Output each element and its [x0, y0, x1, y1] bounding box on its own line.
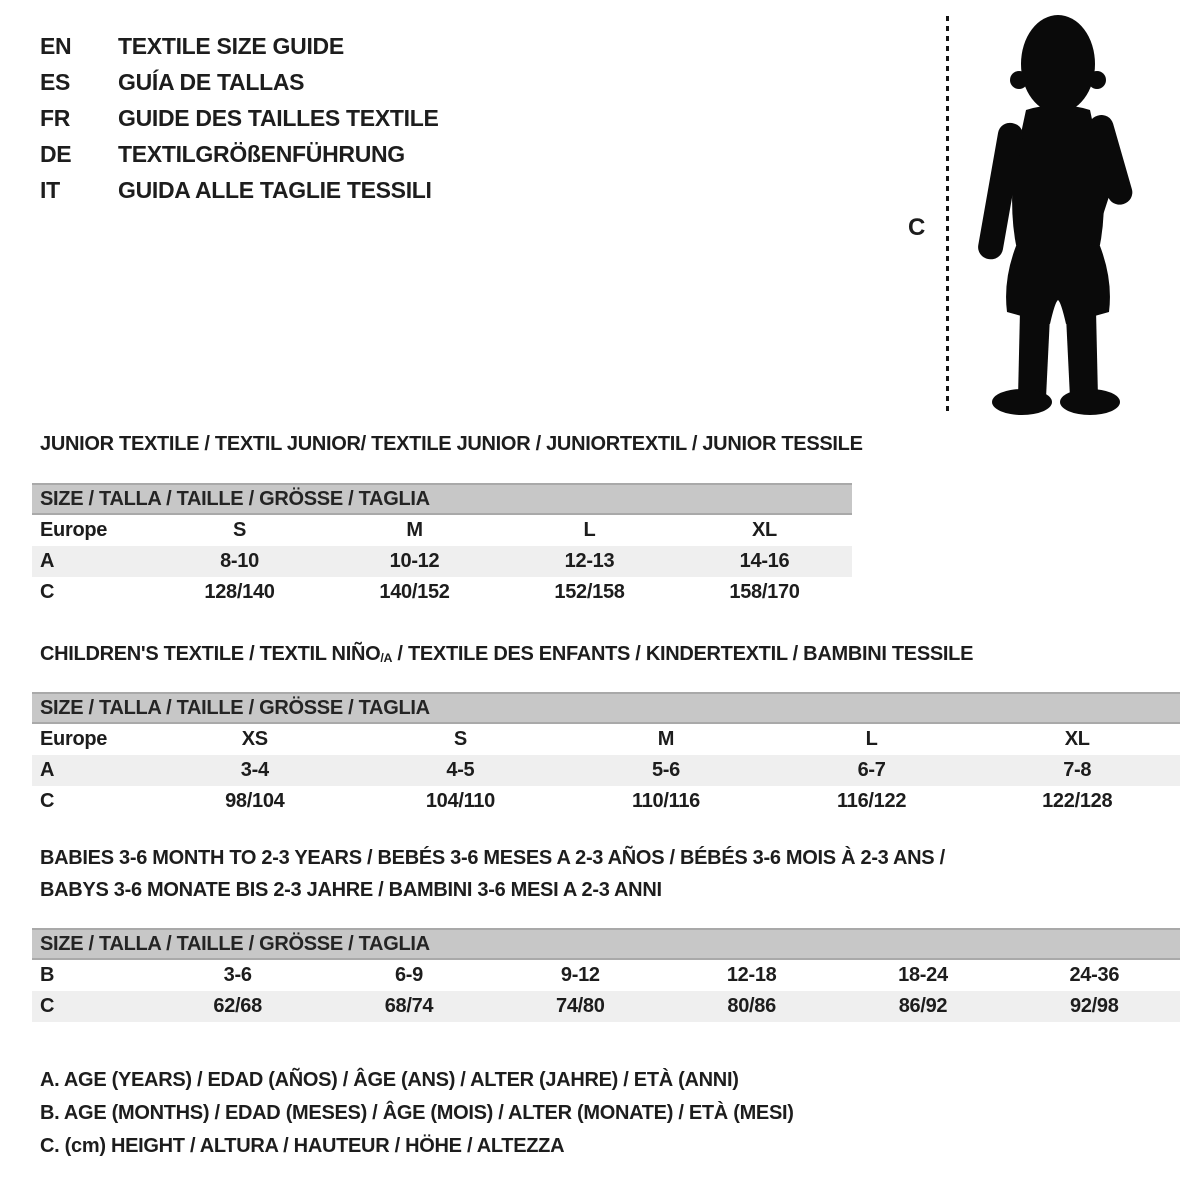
language-code: EN — [40, 33, 72, 59]
language-row-es — [40, 64, 439, 100]
language-code: DE — [40, 141, 72, 167]
table-row-age — [32, 755, 1180, 786]
children-section-title — [40, 642, 973, 668]
row-label-cell: B — [40, 964, 55, 986]
height-cell: 116/122 — [837, 790, 907, 812]
age-cell: 12-13 — [564, 550, 615, 572]
height-measure-label-c: C — [908, 214, 926, 241]
size-cell: M — [406, 519, 423, 541]
height-cell: 86/92 — [898, 995, 948, 1017]
row-label-cell: Europe — [40, 519, 108, 541]
table-row-europe — [32, 724, 1180, 755]
babies-section-title — [40, 842, 945, 906]
babies-title-line1: BABIES 3-6 MONTH TO 2-3 YEARS / BEBÉS 3-6 MESES A 2-3 AÑOS / BÉBÉS 3-6 MOIS À 2-3 ANS / — [40, 847, 945, 869]
size-cell: XL — [1064, 728, 1090, 750]
height-cell: 80/86 — [727, 995, 776, 1017]
baby-silhouette-icon — [962, 8, 1146, 422]
guide-title-fr: GUIDE DES TAILLES TEXTILE — [118, 105, 439, 131]
height-cell: 110/116 — [631, 790, 700, 812]
age-cell: 6-7 — [857, 759, 886, 781]
height-cell: 98/104 — [225, 790, 285, 812]
language-code: IT — [40, 177, 60, 203]
size-cell: S — [232, 519, 247, 541]
language-code: ES — [40, 69, 71, 95]
children-title-sub: /A — [380, 651, 393, 665]
row-label-cell: C — [40, 581, 55, 603]
guide-title-it: GUIDA ALLE TAGLIE TESSILI — [118, 177, 432, 203]
size-cell: XS — [241, 728, 268, 750]
age-cell: 5-6 — [651, 759, 680, 781]
height-cell: 74/80 — [556, 995, 605, 1017]
age-cell: 6-9 — [394, 964, 423, 986]
language-row-en — [40, 28, 439, 64]
guide-title-de: TEXTILGRÖßENFÜHRUNG — [118, 141, 405, 167]
table-row-height — [32, 786, 1180, 817]
legend-line-b: B. AGE (MONTHS) / EDAD (MESES) / ÂGE (MOIS) / ALTER (MONATE) / ETÀ (MESI) — [40, 1102, 794, 1124]
age-cell: 3-4 — [240, 759, 269, 781]
size-cell: L — [583, 519, 596, 541]
guide-title-es: GUÍA DE TALLAS — [118, 69, 305, 95]
age-cell: 18-24 — [898, 964, 948, 986]
age-cell: 12-18 — [726, 964, 777, 986]
age-cell: 8-10 — [220, 550, 259, 572]
age-cell: 7-8 — [1063, 759, 1092, 781]
children-title-post: / TEXTILE DES ENFANTS / KINDERTEXTIL / BAMBINI TESSILE — [392, 643, 974, 665]
size-header-bar: SIZE / TALLA / TAILLE / GRÖSSE / TAGLIA — [32, 928, 1180, 960]
size-cell: L — [865, 728, 878, 750]
age-cell: 3-6 — [223, 964, 252, 986]
height-cell: 62/68 — [213, 995, 262, 1017]
children-title-pre: CHILDREN'S TEXTILE / TEXTIL NIÑO — [40, 643, 381, 665]
height-cell: 158/170 — [729, 581, 800, 603]
legend-line-a: A. AGE (YEARS) / EDAD (AÑOS) / ÂGE (ANS) / ALTER (JAHRE) / ETÀ (ANNI) — [40, 1069, 739, 1091]
guide-title-en: TEXTILE SIZE GUIDE — [118, 33, 344, 59]
language-title-list — [40, 28, 439, 208]
junior-size-table — [32, 483, 852, 608]
size-header-bar: SIZE / TALLA / TAILLE / GRÖSSE / TAGLIA — [32, 692, 1180, 724]
height-cell: 140/152 — [379, 581, 450, 603]
row-label-cell: C — [40, 790, 55, 812]
size-header-bar: SIZE / TALLA / TAILLE / GRÖSSE / TAGLIA — [32, 483, 852, 515]
row-label-cell: C — [40, 995, 55, 1017]
row-label-cell: A — [40, 759, 55, 781]
age-cell: 14-16 — [739, 550, 790, 572]
height-measure-line — [946, 16, 949, 416]
height-cell: 104/110 — [425, 790, 495, 812]
table-row-height — [32, 577, 852, 608]
height-cell: 128/140 — [204, 581, 275, 603]
language-row-it — [40, 172, 439, 208]
row-label-cell: A — [40, 550, 55, 572]
table-row-age — [32, 546, 852, 577]
age-cell: 10-12 — [389, 550, 440, 572]
height-cell: 92/98 — [1070, 995, 1119, 1017]
height-cell: 152/158 — [554, 581, 625, 603]
height-cell: 68/74 — [384, 995, 434, 1017]
age-cell: 4-5 — [446, 759, 475, 781]
table-row-europe — [32, 515, 852, 546]
size-cell: XL — [752, 519, 777, 541]
language-row-fr — [40, 100, 439, 136]
table-row-age-months — [32, 960, 1180, 991]
babies-title-line2: BABYS 3-6 MONATE BIS 2-3 JAHRE / BAMBINI 3-6 MESI A 2-3 ANNI — [40, 879, 662, 901]
age-cell: 24-36 — [1069, 964, 1120, 986]
row-label-cell: Europe — [40, 728, 108, 750]
children-size-table — [32, 692, 1180, 817]
height-cell: 122/128 — [1042, 790, 1113, 812]
language-row-de — [40, 136, 439, 172]
legend-line-c: C. (cm) HEIGHT / ALTURA / HAUTEUR / HÖHE / ALTEZZA — [40, 1135, 565, 1157]
size-cell: M — [657, 728, 675, 750]
babies-size-table — [32, 928, 1180, 1022]
language-code: FR — [40, 105, 71, 131]
junior-section-title: JUNIOR TEXTILE / TEXTIL JUNIOR/ TEXTILE JUNIOR / JUNIORTEXTIL / JUNIOR TESSILE — [40, 433, 863, 455]
age-cell: 9-12 — [560, 964, 600, 986]
table-row-height — [32, 991, 1180, 1022]
size-cell: S — [453, 728, 467, 750]
legend — [40, 1064, 794, 1163]
